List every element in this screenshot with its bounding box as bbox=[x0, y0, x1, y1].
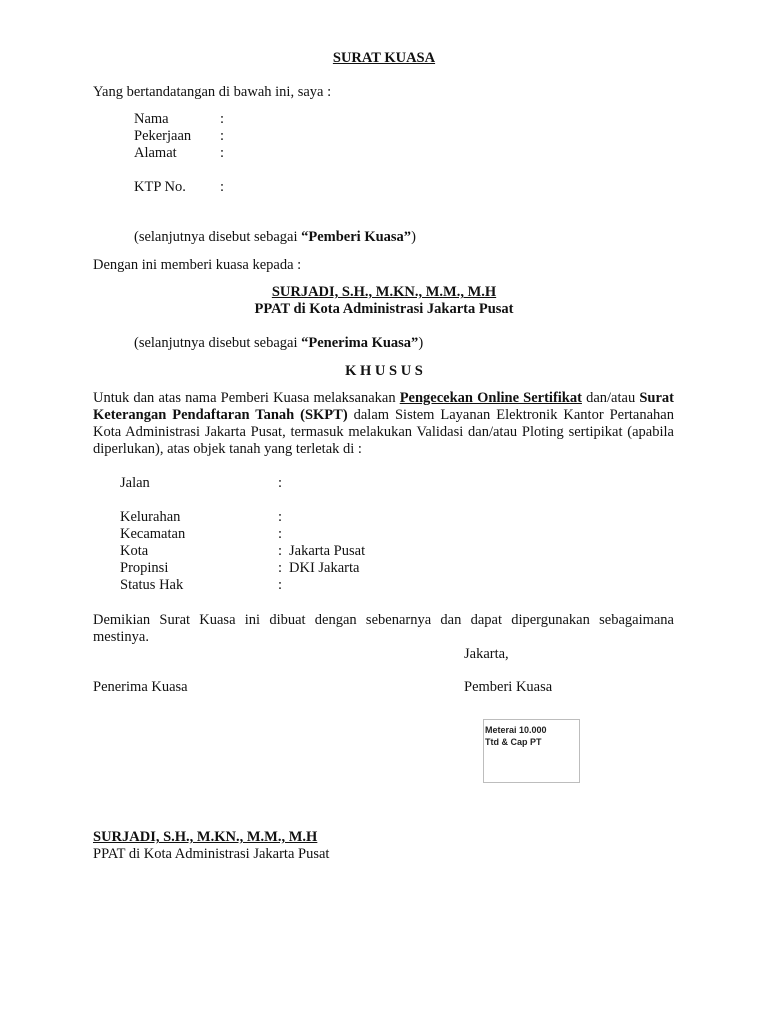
grant-line: Dengan ini memberi kuasa kepada : bbox=[93, 257, 302, 273]
special-heading: K H U S U S bbox=[345, 363, 423, 379]
land-value-kota: Jakarta Pusat bbox=[289, 543, 366, 559]
purpose-paragraph bbox=[93, 390, 674, 458]
field-label-nama: Nama bbox=[134, 111, 169, 127]
stamp-box bbox=[483, 719, 580, 783]
field-colon: : bbox=[220, 179, 225, 195]
land-colon: : bbox=[278, 475, 283, 491]
land-label-jalan: Jalan bbox=[120, 475, 150, 491]
land-value-propinsi: DKI Jakarta bbox=[289, 560, 360, 576]
signature-label-grantee: Penerima Kuasa bbox=[93, 679, 188, 695]
field-colon: : bbox=[220, 145, 225, 161]
field-colon: : bbox=[220, 111, 225, 127]
land-label-status-hak: Status Hak bbox=[120, 577, 184, 593]
stamp-line-cap: Ttd & Cap PT bbox=[485, 737, 542, 747]
grantor-note-suffix: ) bbox=[411, 229, 416, 245]
field-colon: : bbox=[220, 128, 225, 144]
signer-name: SURJADI, S.H., M.KN., M.M., M.H bbox=[93, 829, 318, 845]
closing-paragraph: Demikian Surat Kuasa ini dibuat dengan sebenarnya dan dapat dipergunakan sebagaimana mestinya. bbox=[93, 612, 674, 645]
purpose-part1: Untuk dan atas nama Pemberi Kuasa melaksanakan bbox=[93, 390, 400, 406]
purpose-part2: dan/atau bbox=[581, 390, 640, 406]
land-label-kelurahan: Kelurahan bbox=[120, 509, 181, 525]
grantee-position: PPAT di Kota Administrasi Jakarta Pusat bbox=[254, 301, 514, 317]
grantee-note bbox=[134, 335, 423, 352]
place-date: Jakarta, bbox=[464, 646, 509, 662]
land-colon: : bbox=[278, 509, 283, 525]
purpose-part3: dalam Sistem Layanan Elektronik Kantor Pertanahan Kota Administrasi Jakarta Pusat, termasuk melakukan Validasi dan/atau Ploting sertipikat (apabila diperlukan), atas objek tanah yang terletak di : bbox=[93, 407, 674, 457]
intro-text: Yang bertandatangan di bawah ini, saya : bbox=[93, 84, 332, 100]
land-colon: : bbox=[278, 577, 283, 593]
grantee-name: SURJADI, S.H., M.KN., M.M., M.H bbox=[271, 284, 497, 300]
land-label-kecamatan: Kecamatan bbox=[120, 526, 186, 542]
land-label-propinsi: Propinsi bbox=[120, 560, 169, 576]
grantee-term: “Penerima Kuasa” bbox=[301, 335, 419, 351]
document-title: SURAT KUASA bbox=[332, 50, 436, 66]
land-colon: : bbox=[278, 560, 283, 576]
purpose-term1: Pengecekan Online Sertifikat bbox=[399, 390, 582, 406]
grantee-note-suffix: ) bbox=[418, 335, 424, 351]
signature-label-grantor: Pemberi Kuasa bbox=[464, 679, 553, 695]
land-colon: : bbox=[278, 543, 283, 559]
grantor-note-prefix: (selanjutnya disebut sebagai bbox=[134, 229, 302, 245]
field-label-pekerjaan: Pekerjaan bbox=[134, 128, 192, 144]
grantor-note bbox=[134, 229, 416, 246]
field-label-ktp: KTP No. bbox=[134, 179, 186, 195]
land-colon: : bbox=[278, 526, 283, 542]
purpose-term2: Surat Keterangan Pendaftaran Tanah (SKPT) bbox=[93, 390, 674, 423]
grantor-term: “Pemberi Kuasa” bbox=[301, 229, 412, 245]
signer-position: PPAT di Kota Administrasi Jakarta Pusat bbox=[93, 846, 330, 862]
land-label-kota: Kota bbox=[120, 543, 149, 559]
grantee-note-prefix: (selanjutnya disebut sebagai bbox=[134, 335, 302, 351]
field-label-alamat: Alamat bbox=[134, 145, 177, 161]
stamp-line-meterai: Meterai 10.000 bbox=[485, 725, 547, 735]
